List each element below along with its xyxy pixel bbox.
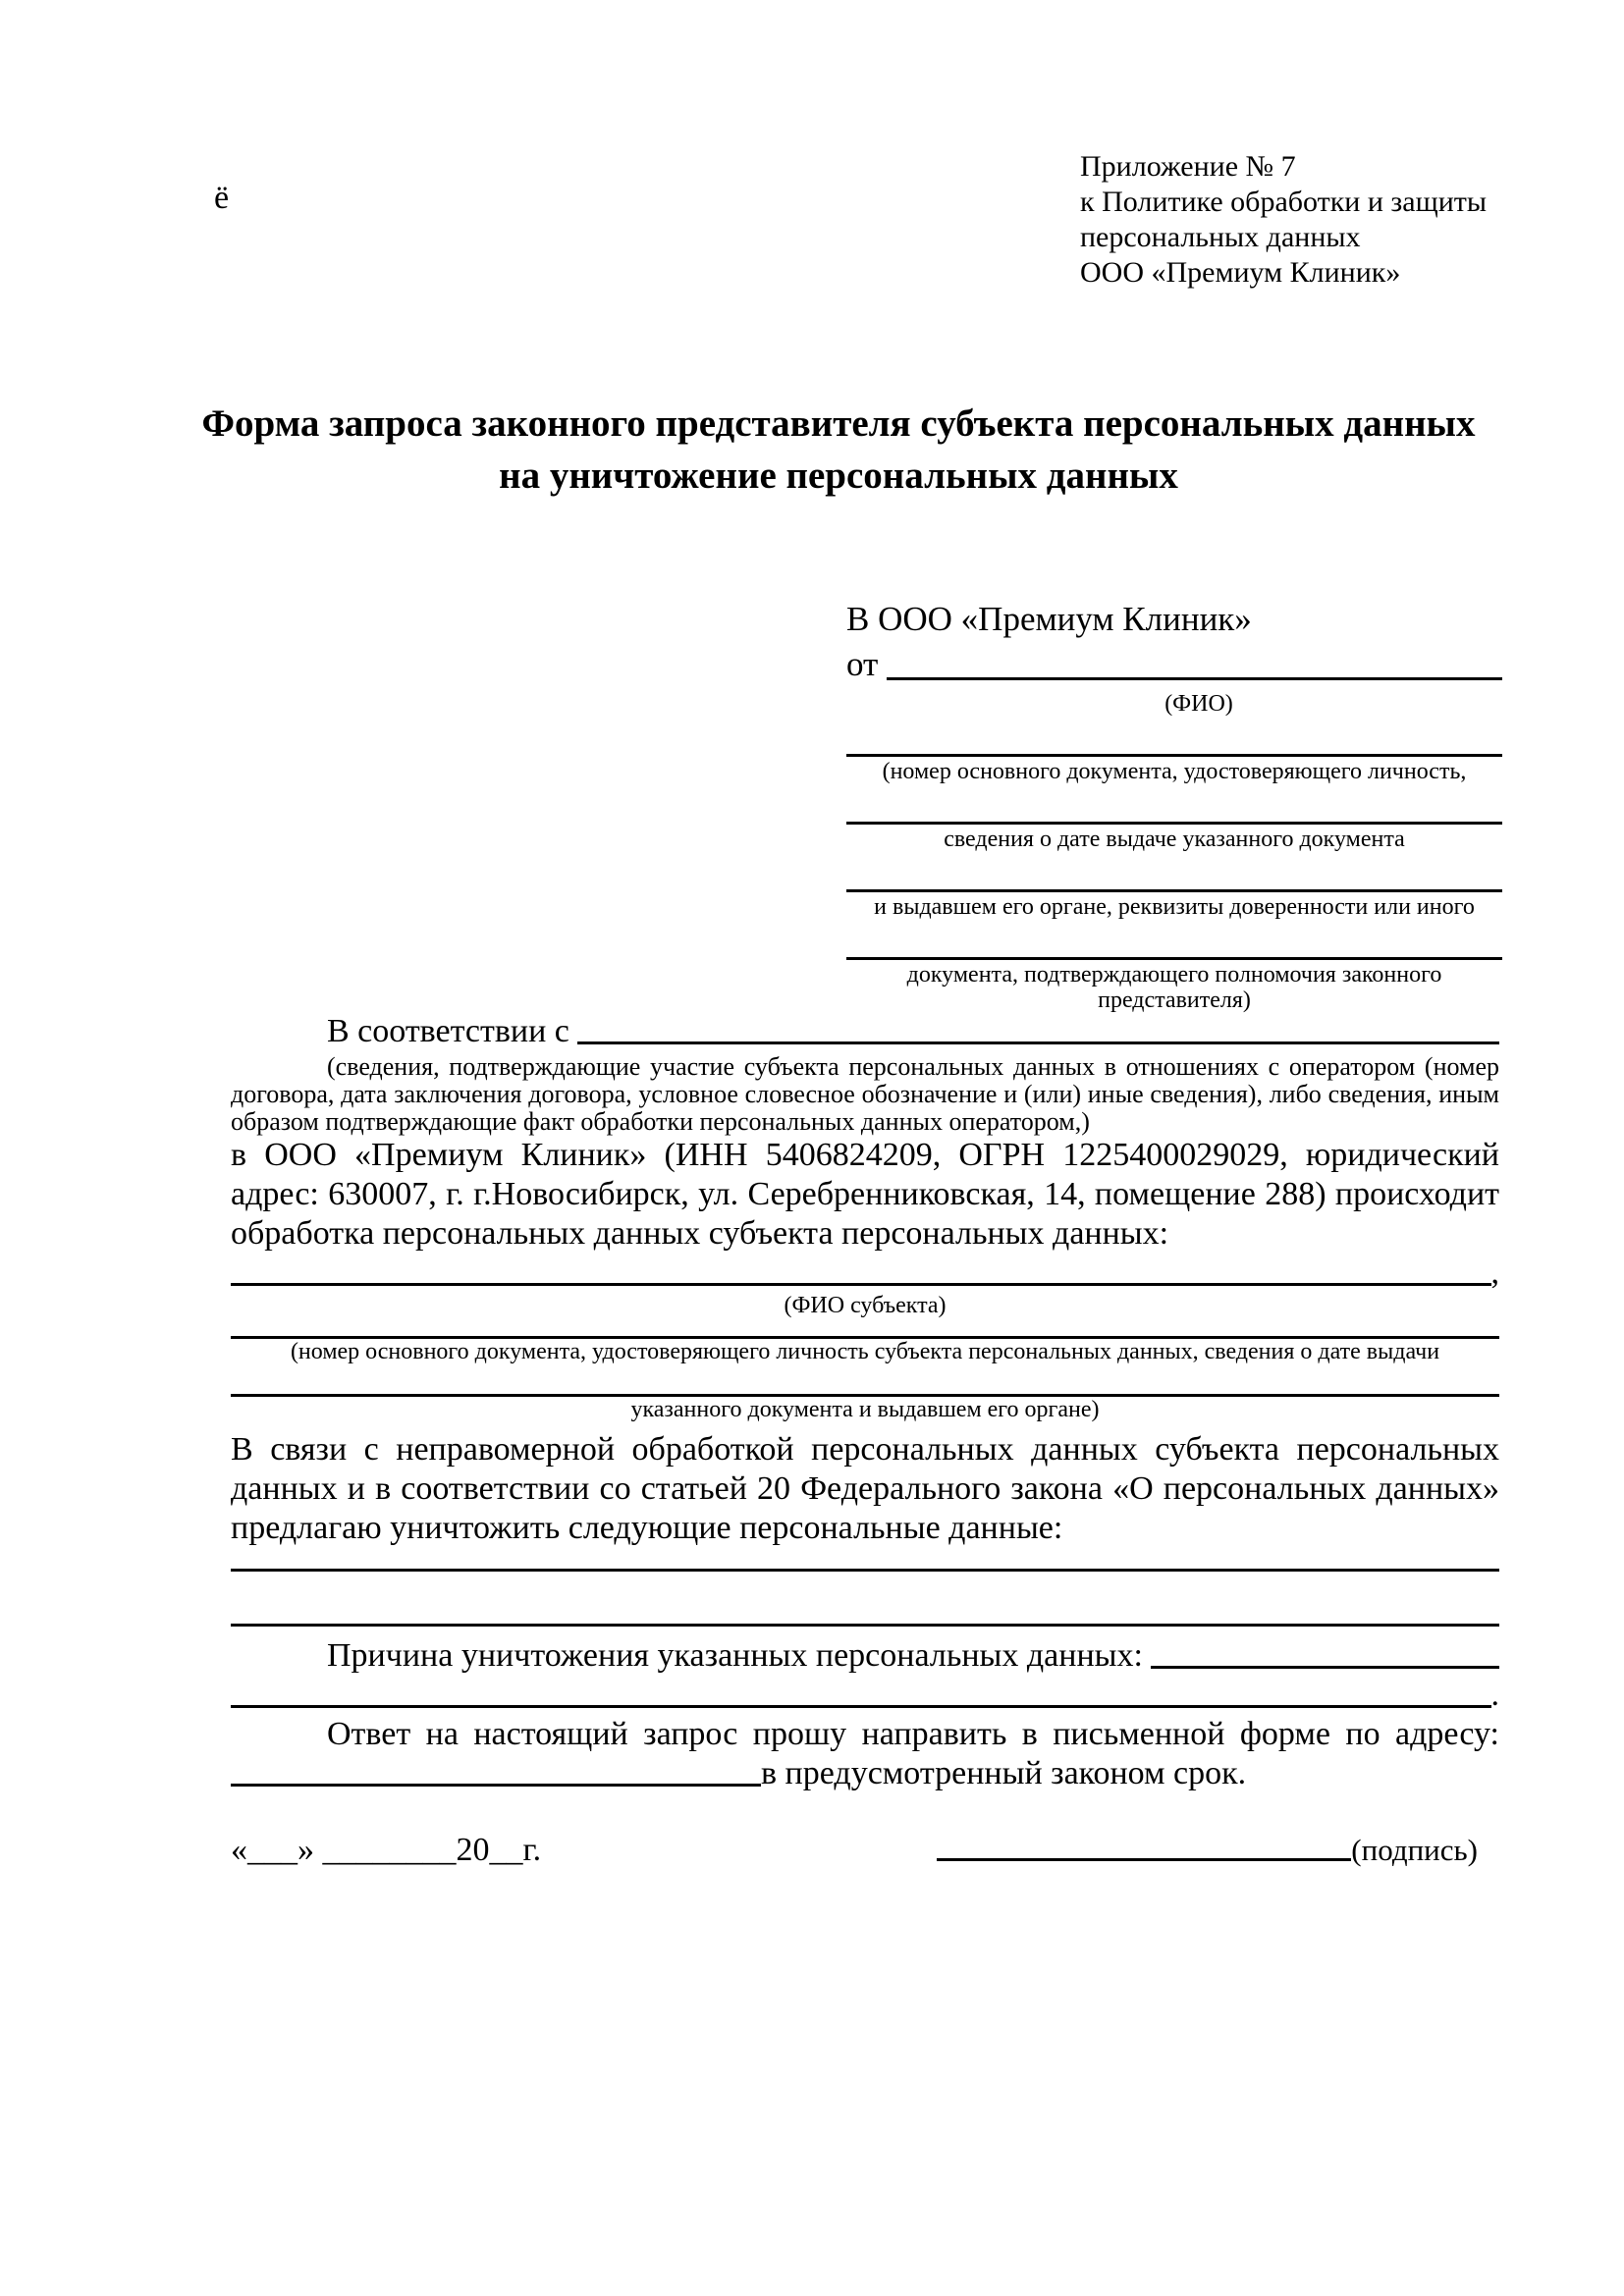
blank-line: [231, 1283, 1491, 1286]
reply-tail: в предусмотренный законом срок.: [761, 1755, 1247, 1791]
appendix-header: [1080, 149, 1542, 291]
spacer: [1143, 1636, 1152, 1676]
document-body: [231, 996, 1499, 1793]
subject-fio-line: [231, 1254, 1499, 1293]
stray-letter: ё: [214, 180, 230, 216]
spacer: [569, 1012, 578, 1051]
blank-line: [846, 754, 1502, 757]
appendix-line: Приложение № 7: [1080, 150, 1296, 183]
line-caption: и выдавшем его органе, реквизиты доверенности или иного: [874, 894, 1475, 920]
appendix-line: ООО «Премиум Клиник»: [1080, 256, 1401, 289]
blank-line: [846, 822, 1502, 825]
line-caption: (номер основного документа, удостоверяющего личность,: [882, 759, 1467, 784]
accordance-line: [231, 1012, 1499, 1051]
blank-line: [846, 957, 1502, 960]
reason-suffix: .: [1490, 1677, 1499, 1713]
spacer: [878, 642, 887, 687]
recipient-block: [846, 597, 1502, 1013]
blank-line: [846, 889, 1502, 892]
fio-caption: (ФИО): [1164, 691, 1233, 717]
blank-line: [887, 677, 1502, 680]
form-title-line-1: Форма запроса законного представителя субъекта персональных данных: [201, 402, 1476, 445]
appendix-line: персональных данных: [1080, 221, 1361, 253]
line-caption: сведения о дате выдаче указанного документа: [944, 827, 1405, 852]
from-line: [846, 642, 1502, 687]
demand-paragraph: В связи с неправомерной обработкой персональных данных субъекта персональных данных и в соответствии со статьей 20 Федерального закона «О персональных данных» предлагаю уничтожить следующие персональные данные:: [231, 1431, 1499, 1546]
accordance-label: В соответствии с: [327, 1013, 569, 1049]
subject-doc-caption-2: указанного документа и выдавшем его органе): [630, 1397, 1100, 1422]
subject-doc-caption-1: (номер основного документа, удостоверяющего личность субъекта персональных данных, сведения о дате выдачи: [290, 1339, 1440, 1364]
signature-field: [937, 1831, 1478, 1870]
blank-line: [231, 1784, 761, 1787]
blank-line: [231, 1705, 1491, 1708]
blank-line: [231, 1569, 1499, 1572]
signature-row: [231, 1831, 1499, 1870]
accordance-caption: (сведения, подтверждающие участие субъекта персональных данных в отношениях с оператором (номер договора, дата заключения договора, условное словесное обозначение и (или) иные сведения), либо сведения, иным образом подтверждающие факт обработки персональных данных оператором,): [231, 1052, 1499, 1136]
reply-paragraph: Ответ на настоящий запрос прошу направить в письменной форме по адресу:: [327, 1716, 1499, 1752]
reply-address-line: [231, 1754, 1499, 1793]
blank-line: [1151, 1666, 1499, 1669]
reason-line: [231, 1636, 1499, 1676]
form-title: [178, 398, 1499, 502]
form-title-line-2: на уничтожение персональных данных: [499, 454, 1178, 497]
date-field: «___» ________20__г.: [231, 1832, 542, 1868]
blank-line: [231, 1624, 1499, 1627]
reason-continuation-line: [231, 1676, 1499, 1715]
signature-caption: (подпись): [1351, 1833, 1478, 1867]
operator-paragraph: в ООО «Премиум Клиник» (ИНН 5406824209, ОГРН 1225400029029, юридический адрес: 630007, г. г.Новосибирск, ул. Серебренниковская, 14, помещение 288) происходит обработка персональных данных субъекта персональных данных:: [231, 1137, 1499, 1252]
blank-line: [577, 1041, 1499, 1044]
subject-fio-suffix: ,: [1490, 1255, 1499, 1291]
signature-blank-line: [937, 1858, 1351, 1861]
subject-fio-caption: (ФИО субъекта): [784, 1293, 947, 1318]
appendix-line: к Политике обработки и защиты: [1080, 186, 1488, 218]
line-caption: документа, подтверждающего полномочия законного представителя): [906, 962, 1442, 1013]
from-label: от: [846, 645, 879, 683]
reason-label: Причина уничтожения указанных персональных данных:: [327, 1637, 1143, 1674]
recipient-org: В ООО «Премиум Клиник»: [846, 600, 1252, 638]
